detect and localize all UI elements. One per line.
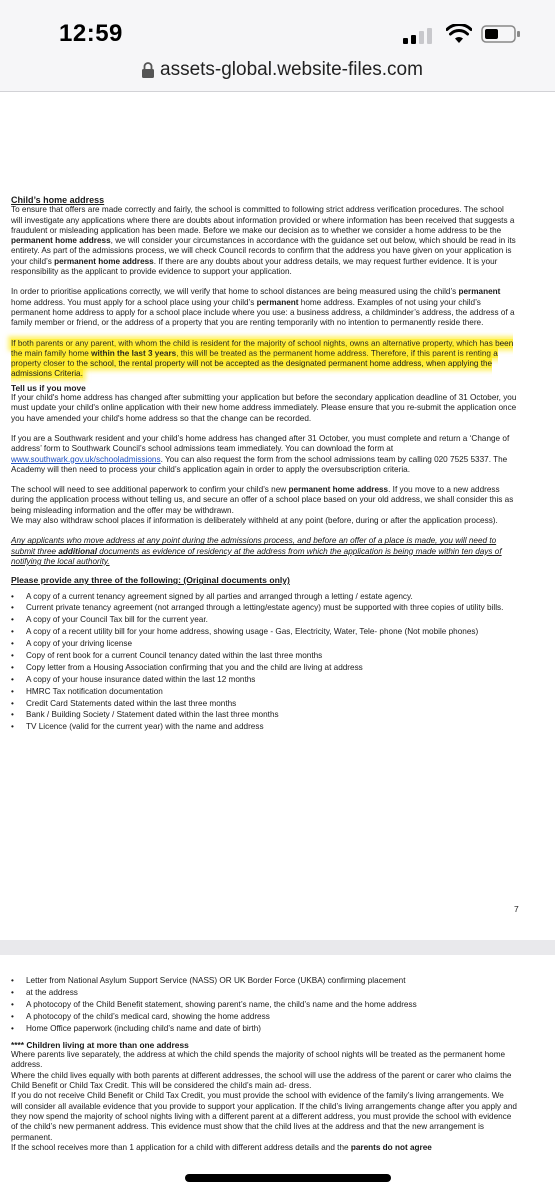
lock-icon bbox=[141, 61, 155, 79]
paragraph bbox=[11, 205, 517, 277]
status-bar bbox=[0, 0, 555, 52]
list-item: • Current private tenancy agreement (not arranged through a letting/estate agency) must be supported with three copies of utility bills. bbox=[11, 603, 517, 613]
section-heading: **** Children living at more than one address bbox=[11, 1039, 189, 1050]
document-body bbox=[11, 976, 517, 1153]
highlight bbox=[11, 339, 513, 379]
page-number: 7 bbox=[514, 904, 519, 914]
highlighted-paragraph bbox=[11, 339, 517, 380]
bold-text: permanent bbox=[256, 297, 299, 307]
bold-text: permanent home address bbox=[11, 236, 111, 246]
document-body bbox=[11, 195, 517, 734]
list-item: • A copy of a current tenancy agreement signed by all parties and arranged through a letting / estate agency. bbox=[11, 592, 517, 602]
cellular-signal-icon bbox=[403, 28, 433, 44]
list-item: • at the address bbox=[11, 988, 517, 998]
text: To ensure that offers are made correctly and fairly, the school is committed to following strict address verification procedures. The school will investigate any applications where there are doubts about information provided or where information has been received that suggests a fraudulent or misleading application has been made. Before we make our decision as to whether we consider a home address to be the bbox=[11, 205, 515, 235]
list-item: • A copy of your Council Tax bill for the current year. bbox=[11, 615, 517, 625]
paragraph bbox=[11, 434, 517, 475]
bold-text: permanent bbox=[458, 287, 501, 297]
list-item: • Letter from National Asylum Support Service (NASS) OR UK Border Force (UKBA) confirming placement bbox=[11, 976, 517, 986]
document-page bbox=[0, 955, 555, 1200]
list-item: • A photocopy of the Child Benefit statement, showing parent’s name, the child’s name and the home address bbox=[11, 1000, 517, 1010]
document-list bbox=[11, 592, 517, 733]
list-item: • Home Office paperwork (including child’s name and date of birth) bbox=[11, 1024, 517, 1034]
text: If both parents or any parent, with whom the child is resident for the majority of school nights, owns an alternative property, which has been the main family home bbox=[11, 338, 514, 358]
text: home address. Examples of not using your child’s permanent home address to apply for a school place include where you use: a business address, a childminder’s address, the address of a family member or friend, or the address of a property that you are renting temporarily with no intention to permanently reside there. bbox=[11, 297, 515, 328]
list-item: • Bank / Building Society / Statement dated within the last three months bbox=[11, 710, 517, 720]
section-heading: Tell us if you move bbox=[11, 382, 86, 393]
list-item: • A copy of a recent utility bill for your home address, showing usage - Gas, Electricity, Water, Tele- phone (Not mobile phones) bbox=[11, 627, 517, 637]
text: , this will be treated as the permanent home address. Therefore, if this parent is renting a property closer to the school, the rental property will not be accepted as the designated permanent home address, when applying the admissions Criteria. bbox=[11, 348, 498, 379]
list-item: • Copy letter from a Housing Association confirming that you and the child are living at address bbox=[11, 663, 517, 673]
text: If you are a Southwark resident and your child’s home address has changed after 31 October, you must complete and return a ‘Change of address’ form to Southwark Council’s school admissions team immediately. You can download the form at bbox=[11, 433, 510, 454]
document-page bbox=[0, 92, 555, 940]
list-item: • HMRC Tax notification documentation bbox=[11, 687, 517, 697]
list-item: • A copy of your driving license bbox=[11, 639, 517, 649]
bold-text: additional bbox=[58, 546, 97, 556]
text: documents as evidence of residency at the address from which the application is being made within ten days of notifying the local authority. bbox=[11, 546, 502, 566]
redaction-mark bbox=[185, 1174, 391, 1182]
section-heading: Please provide any three of the following: (Original documents only) bbox=[11, 575, 290, 586]
list-item: • Credit Card Statements dated within the last three months bbox=[11, 699, 517, 709]
text: . You can also request the form from the school admissions team by calling 020 7525 5337. The Academy will then need to process your child’s application again in order to apply the oversubscription criteria. bbox=[11, 454, 508, 474]
text: . If you move to a new address during the application process without telling us, and secure an offer of a school place based on your old address, we shall consider this as being misleading information and the offer may be withdrawn. bbox=[11, 485, 514, 515]
paragraph: If you do not receive Child Benefit or Child Tax Credit, you must provide the school with evidence of the family’s living arrangements. We will consider all available evidence that you provide to support your application. If the child’s living arrangements change after you apply and they now spend the majority of school nights living with a different parent at a different address, you must provide the school with evidence of the child’s new permanent address. This evidence must show that the child lives at the address and that the new arrangement is permanent. bbox=[11, 1091, 517, 1142]
address-bar[interactable] bbox=[0, 52, 555, 92]
text: home address. You must apply for a school place using your child’s bbox=[11, 297, 257, 307]
text: The school will need to see additional paperwork to confirm your child’s new bbox=[11, 485, 289, 495]
paragraph bbox=[11, 485, 517, 516]
clock: 12:59 bbox=[59, 20, 123, 47]
paragraph: Where parents live separately, the address at which the child spends the majority of school nights will be treated as the permanent home address. bbox=[11, 1050, 506, 1070]
document-list bbox=[11, 976, 517, 1034]
bold-text: permanent home address bbox=[54, 256, 154, 266]
text: , we will consider your circumstances in accordance with the guidance set out below, which should be read in its entirety. As part of the admissions process, we will check Council records to confirm that the address you have given on your application is your child’s bbox=[11, 236, 516, 266]
text: If the school receives more than 1 application for a child with different address details and the bbox=[11, 1142, 351, 1152]
text: parents do not agree bbox=[350, 1142, 432, 1152]
text: . If there are any doubts about your address details, we may request further evidence. It is your responsibility as the applicant to provide evidence to support your application. bbox=[11, 256, 498, 277]
paragraph bbox=[11, 1143, 517, 1153]
paragraph: We may also withdraw school places if information is deliberately withheld at any point (before, during or after the application process). bbox=[11, 516, 498, 526]
list-item: • TV Licence (valid for the current year) with the name and address bbox=[11, 722, 517, 732]
battery-icon bbox=[481, 25, 521, 43]
bold-text: permanent home address bbox=[288, 485, 389, 495]
wifi-icon bbox=[446, 24, 472, 44]
paragraph bbox=[11, 536, 517, 567]
list-item: • A copy of your house insurance dated within the last 12 months bbox=[11, 675, 517, 685]
paragraph bbox=[11, 287, 517, 328]
bold-text: within the last 3 years bbox=[91, 348, 177, 358]
paragraph: Where the child lives equally with both parents at different addresses, the school will use the address of the parent or carer who claims the Child Benefit or Child Tax Credit. This will be considered the child’s main ad- dress. bbox=[11, 1070, 512, 1091]
section-heading: Child’s home address bbox=[11, 195, 105, 205]
url-text[interactable]: assets-global.website-files.com bbox=[160, 59, 423, 80]
text: In order to prioritise applications correctly, we will verify that home to school distances are being measured using the child’s bbox=[11, 287, 459, 297]
list-item: • Copy of rent book for a current Council tenancy dated within the last three months bbox=[11, 651, 517, 661]
paragraph: If your child's home address has changed after submitting your application but before the secondary application deadline of 31 October, you must update your child's online application with their new home address immediately. Please ensure that you re-submit the application once you have amended your child's home address so that the change can be recorded. bbox=[11, 393, 517, 423]
southwark-link[interactable]: www.southwark.gov.uk/schooladmissions bbox=[11, 454, 161, 464]
text: Any applicants who move address at any point during the admissions process, and before an offer of a place is made, you will need to submit three bbox=[11, 536, 497, 556]
list-item: • A photocopy of the child’s medical card, showing the home address bbox=[11, 1012, 517, 1022]
